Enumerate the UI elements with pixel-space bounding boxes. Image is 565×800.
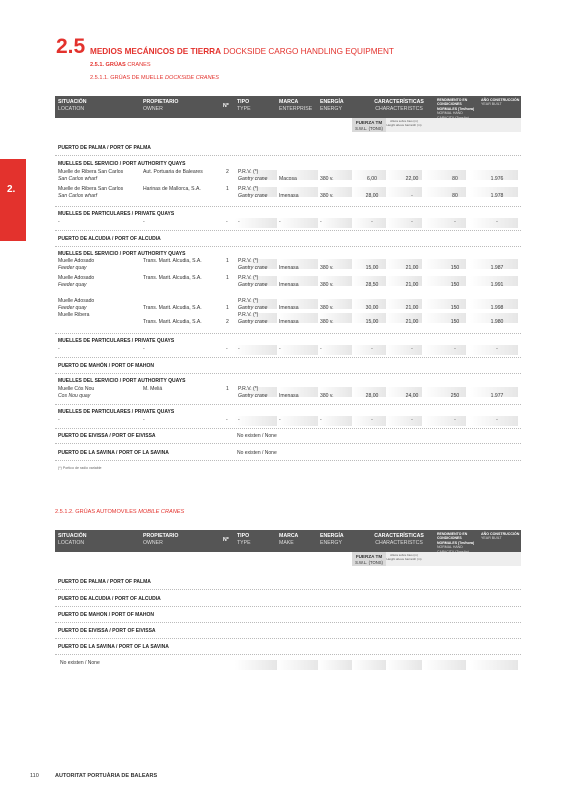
cell-type-en: Gantry crane: [238, 318, 268, 325]
cell-type-en: Gantry crane: [238, 281, 268, 288]
sub3-es: 2.5.1.2. GRÚAS AUTOMOVILES: [55, 509, 137, 515]
divider: [55, 654, 521, 655]
cell-shade: [235, 416, 277, 426]
cell-location-en: Cos Nou quay: [58, 392, 91, 399]
th-caract: CARACTERÍSTICAS CHARACTERISTCS: [374, 99, 424, 112]
cell-owner: Trans. Marit. Alcudia, S.A.: [143, 258, 202, 264]
port-mahon: PUERTO DE MAHÓN / PORT OF MAHON: [58, 363, 155, 369]
subsection-dockside: [90, 75, 219, 81]
dash-y: -: [496, 219, 498, 225]
cell-type: P.R.V. (*): [238, 169, 259, 175]
cell-location-en: San Carlos wharf: [58, 192, 98, 199]
cell-h: 22,00: [405, 175, 419, 182]
cell-shade: [424, 170, 466, 180]
mahon-particulares: MUELLES DE PARTICULARES / PRIVATE QUAYS: [58, 409, 175, 415]
cell-energy: 380 v.: [320, 281, 334, 288]
t2-port-alcudia: PUERTO DE ALCUDIA / PORT OF ALCUDIA: [58, 596, 161, 602]
t2-none: No existen / None: [60, 660, 100, 666]
t2-port-palma: PUERTO DE PALMA / PORT OF PALMA: [58, 579, 151, 585]
th2-situacion: SITUACIÓN LOCATION: [58, 533, 87, 546]
divider: [55, 404, 521, 405]
cell-number: 2: [226, 318, 229, 325]
cell-type-en: Gantry crane: [238, 392, 268, 399]
cell-owner: Harinas de Mallorca, S.A.: [143, 186, 201, 192]
cell-make: Imenasa: [279, 392, 299, 399]
alcudia-particulares: MUELLES DE PARTICULARES / PRIVATE QUAYS: [58, 338, 175, 344]
th-situacion: SITUACIÓN LOCATION: [58, 99, 87, 112]
cell-r: 150: [450, 304, 460, 311]
th2-energia: ENERGÍA ENERGY: [320, 533, 344, 546]
cell-h: 24,00: [405, 392, 419, 399]
cell-location-en: Feeder quay: [58, 304, 87, 311]
cell-shade: [386, 218, 422, 228]
dash-make: -: [279, 219, 281, 225]
cell-owner: Trans. Marit. Alcudia, S.A.: [143, 318, 202, 325]
cell-shade: [352, 218, 386, 228]
cell-r: 150: [450, 318, 460, 325]
cell-shade: [470, 660, 518, 670]
cell-type-en: Gantry crane: [238, 175, 268, 182]
cell-shade: [424, 218, 466, 228]
th2-sub-spacer: [422, 552, 521, 566]
th-propietario: PROPIETARIO OWNER: [143, 99, 179, 112]
cell-y: 1.977: [490, 392, 504, 399]
cell-shade: [352, 345, 386, 355]
dash-number: -: [226, 346, 228, 352]
cell-shade: [470, 218, 518, 228]
th2-tipo: TIPO TYPE: [237, 533, 251, 546]
cell-shade: [318, 218, 352, 228]
palma-particulares: MUELLES DE PARTICULARES / PRIVATE QUAYS: [58, 211, 175, 217]
cell-f: 6,00: [367, 175, 377, 182]
cell-shade: [386, 187, 422, 197]
cell-type: P.R.V. (*): [238, 275, 259, 281]
dash-type: -: [238, 417, 240, 423]
cell-location-en: Feeder quay: [58, 264, 87, 271]
divider: [55, 606, 521, 607]
cell-owner: Trans. Marit. Alcudia, S.A.: [143, 304, 202, 311]
palma-servicio: MUELLES DEL SERVICIO / PORT AUTHORITY QUAYS: [58, 161, 186, 167]
dash-h: -: [411, 219, 413, 225]
cell-make: Macosa: [279, 175, 297, 182]
dash-type: -: [238, 346, 240, 352]
cell-shade: [235, 660, 277, 670]
cell-location: Muelle Adosado: [58, 275, 95, 281]
th2-n: Nº: [223, 537, 229, 543]
cell-owner: Trans. Marit. Alcudia, S.A.: [143, 275, 202, 281]
cell-shade: [318, 416, 352, 426]
dash-r: -: [454, 219, 456, 225]
dash-location: -: [58, 346, 60, 352]
cell-shade: [318, 345, 352, 355]
cell-r: 80: [452, 175, 458, 182]
dash-owner: -: [143, 346, 145, 352]
cell-energy: 380 v.: [320, 175, 334, 182]
cell-location: Muelle de Ribera San Carlos: [58, 186, 124, 192]
cell-energy: 380 v.: [320, 304, 334, 311]
cell-location: Muelle de Ribera San Carlos: [58, 169, 124, 175]
cell-energy: 380 v.: [320, 264, 334, 271]
divider: [55, 443, 521, 444]
cell-shade: [386, 660, 422, 670]
th-marca: MARCA ENTERPRISE: [279, 99, 313, 112]
cell-location: Muelle Cós Nou: [58, 386, 95, 392]
cell-type: P.R.V. (*): [238, 386, 259, 392]
t2-port-eivissa: PUERTO DE EIVISSA / PORT OF EIVISSA: [58, 628, 156, 634]
cell-number: 1: [226, 275, 229, 281]
divider: [55, 638, 521, 639]
cell-shade: [424, 660, 466, 670]
cell-type: P.R.V. (*): [238, 298, 259, 304]
dash-location: -: [58, 219, 60, 225]
th-anio: AÑO CONSTRUCCIÓN YEAR BUILT: [481, 98, 520, 107]
footer-org: AUTORITAT PORTUÀRIA DE BALEARS: [55, 773, 158, 779]
cell-number: 2: [226, 169, 229, 175]
dash-h: -: [411, 346, 413, 352]
th-tipo: TIPO TYPE: [237, 99, 251, 112]
cell-shade: [424, 416, 466, 426]
cell-shade: [470, 416, 518, 426]
divider: [55, 155, 521, 156]
cell-shade: [235, 218, 277, 228]
subsection-cranes: [90, 62, 151, 68]
th-altura: Altura sobre bies (m) Height above barranth (m): [386, 118, 422, 132]
th2-rend: RENDIMIENTO EN CONDICIONES NORMALES (Tm/hora) NORMAL HAND: [437, 532, 475, 550]
cell-shade: [424, 345, 466, 355]
dash-number: -: [226, 219, 228, 225]
cell-shade: [352, 416, 386, 426]
cell-location-en: San Carlos wharf: [58, 175, 98, 182]
th-rend: RENDIMIENTO EN CONDICIONES NORMALES (Tm/hora) NORMAL HAND: [437, 98, 475, 116]
port-alcudia: PUERTO DE ALCUDIA / PORT OF ALCUDIA: [58, 236, 161, 242]
cell-location: Muelle Ribera: [58, 312, 90, 318]
cell-location: Muelle Adosado: [58, 258, 95, 264]
cell-shade: [277, 416, 319, 426]
dash-energy: -: [320, 417, 322, 423]
dash-number: -: [226, 417, 228, 423]
th2-anio: AÑO CONSTRUCCIÓN YEAR BUILT: [481, 532, 520, 541]
cell-r: 80: [452, 192, 458, 199]
sub1-es: 2.5.1. GRÚAS: [90, 62, 126, 68]
th-fuerza: FUERZA TM S.W.L. (TONS): [352, 118, 386, 132]
port-palma: PUERTO DE PALMA / PORT OF PALMA: [58, 145, 151, 151]
dash-owner: -: [143, 219, 145, 225]
t2-port-savina: PUERTO DE LA SAVINA / PORT OF LA SAVINA: [58, 644, 169, 650]
cell-location-en: Feeder quay: [58, 281, 87, 288]
dash-y: -: [496, 417, 498, 423]
cell-f: 28,00: [365, 392, 379, 399]
cell-r: 150: [450, 264, 460, 271]
footnote: (*) Portico de radio variable: [58, 466, 102, 470]
port-eivissa: PUERTO DE EIVISSA / PORT OF EIVISSA: [58, 433, 156, 439]
cell-number: 1: [226, 258, 229, 264]
cell-shade: [277, 345, 319, 355]
divider: [55, 373, 521, 374]
cell-energy: 380 v.: [320, 318, 334, 325]
divider: [55, 230, 521, 231]
cell-number: 1: [226, 186, 229, 192]
cell-y: 1.980: [490, 318, 504, 325]
th2-caract: CARACTERÍSTICAS CHARACTERISTCS: [374, 533, 424, 546]
cell-make: Imenasa: [279, 192, 299, 199]
cell-type-en: Gantry crane: [238, 264, 268, 271]
th2-propietario: PROPIETARIO OWNER: [143, 533, 179, 546]
section-title: [90, 47, 394, 56]
cell-type-en: Gantry crane: [238, 192, 268, 199]
cell-y: 1.987: [490, 264, 504, 271]
port-savina: PUERTO DE LA SAVINA / PORT OF LA SAVINA: [58, 450, 169, 456]
divider: [55, 206, 521, 207]
cell-make: Imenasa: [279, 304, 299, 311]
cell-f: 15,00: [365, 318, 379, 325]
cell-y: 1.978: [490, 192, 504, 199]
dash-r: -: [454, 346, 456, 352]
sub3-en: MOBILE CRANES: [138, 509, 185, 515]
eivissa-none: No existen / None: [237, 433, 277, 439]
th-sub-spacer: [422, 118, 521, 132]
cell-make: Imenasa: [279, 281, 299, 288]
table-header: [55, 96, 521, 118]
cell-number: 1: [226, 304, 229, 311]
divider: [55, 622, 521, 623]
divider: [55, 460, 521, 461]
cell-shade: [424, 187, 466, 197]
th-n: Nº: [223, 103, 229, 109]
cell-owner: M. Meliá: [143, 386, 163, 392]
cell-energy: 380 v.: [320, 192, 334, 199]
divider: [55, 246, 521, 247]
cell-type: P.R.V. (*): [238, 312, 259, 318]
dash-f: -: [371, 219, 373, 225]
alcudia-servicio: MUELLES DEL SERVICIO / PORT AUTHORITY QUAYS: [58, 251, 186, 257]
cell-h: -: [411, 192, 413, 199]
divider: [55, 428, 521, 429]
divider: [55, 589, 521, 590]
cell-shade: [318, 660, 352, 670]
cell-f: 28,50: [365, 281, 379, 288]
chapter-tab[interactable]: 2.: [0, 159, 26, 241]
dash-f: -: [371, 346, 373, 352]
cell-type-en: Gantry crane: [238, 304, 268, 311]
cell-y: 1.998: [490, 304, 504, 311]
cell-h: 21,00: [405, 281, 419, 288]
th-energia: ENERGÍA ENERGY: [320, 99, 344, 112]
cell-make: Imenasa: [279, 264, 299, 271]
cell-f: 30,00: [365, 304, 379, 311]
section-number: 2.5: [56, 35, 86, 58]
dash-energy: -: [320, 219, 322, 225]
cell-h: 21,00: [405, 318, 419, 325]
cell-shade: [277, 218, 319, 228]
cell-f: 15,00: [365, 264, 379, 271]
t2-port-mahon: PUERTO DE MAHON / PORT OF MAHON: [58, 612, 155, 618]
cell-shade: [277, 660, 319, 670]
cell-type: P.R.V. (*): [238, 258, 259, 264]
th2-fuerza: FUERZA TM S.W.L. (TONS): [352, 552, 386, 566]
cell-energy: 380 v.: [320, 392, 334, 399]
divider: [55, 357, 521, 358]
cell-make: Imenasa: [279, 318, 299, 325]
dash-type: -: [238, 219, 240, 225]
cell-location: Muelle Adosado: [58, 298, 95, 304]
cell-owner: Aut. Portuaria de Baleares: [143, 169, 203, 175]
dash-h: -: [411, 417, 413, 423]
th2-altura: Altura sobre bies (m) Height above barranth (m): [386, 552, 422, 566]
cell-shade: [470, 345, 518, 355]
cell-h: 21,00: [405, 304, 419, 311]
cell-shade: [235, 345, 277, 355]
dash-energy: -: [320, 346, 322, 352]
cell-y: 1.991: [490, 281, 504, 288]
dash-f: -: [371, 417, 373, 423]
sub2-es: 2.5.1.1. GRÚAS DE MUELLE: [90, 75, 164, 81]
cell-r: 150: [450, 281, 460, 288]
dash-make: -: [279, 417, 281, 423]
mahon-servicio: MUELLES DEL SERVICIO / PORT AUTHORITY QUAYS: [58, 378, 186, 384]
dash-owner: -: [143, 417, 145, 423]
page-number: 110: [30, 773, 39, 779]
title-es: MEDIOS MECÁNICOS DE TIERRA: [90, 47, 222, 56]
cell-h: 21,00: [405, 264, 419, 271]
table2-header: [55, 530, 521, 552]
savina-none: No existen / None: [237, 450, 277, 456]
cell-r: 250: [450, 392, 460, 399]
cell-f: 28,00: [365, 192, 379, 199]
cell-shade: [352, 660, 386, 670]
subsection-mobile: [55, 509, 184, 515]
cell-type: P.R.V. (*): [238, 186, 259, 192]
cell-shade: [386, 345, 422, 355]
dash-location: -: [58, 417, 60, 423]
dash-r: -: [454, 417, 456, 423]
divider: [55, 333, 521, 334]
title-en: DOCKSIDE CARGO HANDLING EQUIPMENT: [223, 47, 394, 56]
cell-y: 1.976: [490, 175, 504, 182]
dash-y: -: [496, 346, 498, 352]
sub1-en: CRANES: [127, 62, 151, 68]
cell-shade: [386, 416, 422, 426]
cell-number: 1: [226, 386, 229, 392]
sub2-en: DOCKSIDE CRANES: [164, 75, 220, 81]
dash-make: -: [279, 346, 281, 352]
th2-marca: MARCA MAKE: [279, 533, 299, 546]
